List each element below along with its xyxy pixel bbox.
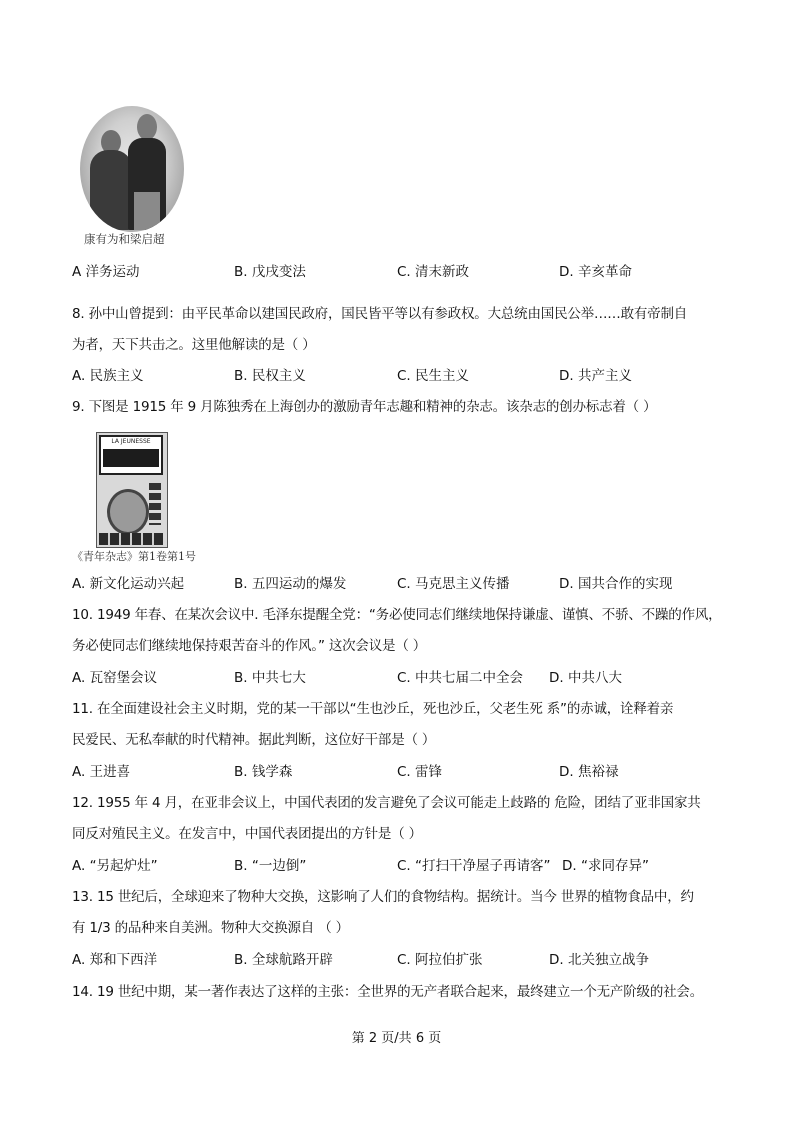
option-c[interactable]: C. “打扫干净屋子再请客” xyxy=(397,858,551,874)
kang-liang-photo xyxy=(80,106,184,232)
option-c[interactable]: C. 雷锋 xyxy=(397,764,443,780)
magazine-cover-image xyxy=(96,432,168,548)
option-c[interactable]: C. 民生主义 xyxy=(397,368,470,384)
q11-stem-line-1: 11. 在全面建设社会主义时期，党的某一干部以“生也沙丘，死也沙丘，父老生死 系”的赤诚，诠释着亲 xyxy=(72,701,674,717)
option-c[interactable]: C. 中共七届二中全会 xyxy=(397,670,524,686)
option-d[interactable]: D. 辛亥革命 xyxy=(559,264,632,280)
seated-person xyxy=(90,150,132,230)
option-b[interactable]: B. “一边倒” xyxy=(234,858,307,874)
q7-options xyxy=(72,263,732,281)
option-d[interactable]: D. 北关独立战争 xyxy=(549,952,649,968)
q9-options xyxy=(72,575,732,593)
cover-portrait xyxy=(107,489,149,535)
page-number: 第 2 页/共 6 页 xyxy=(351,1031,442,1046)
option-a[interactable]: A. 新文化运动兴起 xyxy=(72,576,185,592)
option-b[interactable]: B. 中共七大 xyxy=(234,670,306,686)
q10-stem-line-2: 务必使同志们继续地保持艰苦奋斗的作风。” 这次会议是（ ） xyxy=(72,638,427,654)
option-a[interactable]: A. 瓦窑堡会议 xyxy=(72,670,158,686)
cover-title: LA JEUNESSE xyxy=(111,438,151,445)
cover-vertical-title xyxy=(149,483,161,525)
option-d[interactable]: D. 中共八大 xyxy=(549,670,622,686)
option-b[interactable]: B. 全球航路开辟 xyxy=(234,952,333,968)
q11-options xyxy=(72,763,732,781)
cover-header xyxy=(99,435,163,475)
option-b[interactable]: B. 戊戌变法 xyxy=(234,264,306,280)
q10-options xyxy=(72,669,732,687)
option-a[interactable]: A. “另起炉灶” xyxy=(72,858,158,874)
q13-stem-line-2: 有 1/3 的品种来自美洲。物种大交换源自 （ ） xyxy=(72,920,349,936)
q8-stem-line-2: 为者，天下共击之。这里他解读的是（ ） xyxy=(72,337,316,353)
option-d[interactable]: D. 焦裕禄 xyxy=(559,764,619,780)
q12-stem-line-1: 12. 1955 年 4 月，在亚非会议上，中国代表团的发言避免了会议可能走上歧路的 危险，团结了亚非国家共 xyxy=(72,795,701,811)
q8-stem-line-1: 8. 孙中山曾提到：由平民革命以建国民政府，国民皆平等以有参政权。大总统由国民公举……敢有帝制自 xyxy=(72,306,688,322)
q13-stem-line-1: 13. 15 世纪后，全球迎来了物种大交换，这影响了人们的食物结构。据统计。当今 世界的植物食品中，约 xyxy=(72,889,694,905)
standing-person-legs xyxy=(134,192,160,230)
q14-stem-line-1: 14. 19 世纪中期，某一著作表达了这样的主张：全世界的无产者联合起来，最终建立一个无产阶级的社会。 xyxy=(72,984,704,1000)
option-a[interactable]: A 洋务运动 xyxy=(72,264,140,280)
option-b[interactable]: B. 钱学森 xyxy=(234,764,293,780)
option-a[interactable]: A. 郑和下西洋 xyxy=(72,952,158,968)
option-b[interactable]: B. 民权主义 xyxy=(234,368,306,384)
q9-stem-line-1: 9. 下图是 1915 年 9 月陈独秀在上海创办的激励青年志趣和精神的杂志。该杂志的创办标志着（ ） xyxy=(72,399,657,415)
option-d[interactable]: D. 共产主义 xyxy=(559,368,632,384)
q8-options xyxy=(72,367,732,385)
option-c[interactable]: C. 马克思主义传播 xyxy=(397,576,510,592)
q11-stem-line-2: 民爱民、无私奉献的时代精神。据此判断，这位好干部是（ ） xyxy=(72,732,436,748)
option-c[interactable]: C. 阿拉伯扩张 xyxy=(397,952,483,968)
option-a[interactable]: A. 民族主义 xyxy=(72,368,144,384)
option-a[interactable]: A. 王进喜 xyxy=(72,764,131,780)
q10-stem-line-1: 10. 1949 年春、在某次会议中. 毛泽东提醒全党：“务必使同志们继续地保持谦虚、谨慎、不骄、不躁的作风， xyxy=(72,607,722,623)
q12-options xyxy=(72,857,732,875)
q12-stem-line-2: 同反对殖民主义。在发言中，中国代表团提出的方针是（ ） xyxy=(72,826,422,842)
option-b[interactable]: B. 五四运动的爆发 xyxy=(234,576,347,592)
option-d[interactable]: D. “求同存异” xyxy=(562,858,649,874)
cover-band xyxy=(103,449,159,467)
option-c[interactable]: C. 清末新政 xyxy=(397,264,470,280)
option-d[interactable]: D. 国共合作的实现 xyxy=(559,576,673,592)
q13-options xyxy=(72,951,732,969)
person-head xyxy=(137,114,157,140)
cover-footer-band xyxy=(99,533,163,545)
photo-caption: 康有为和梁启超 xyxy=(84,232,165,246)
magazine-caption: 《青年杂志》第1卷第1号 xyxy=(72,550,196,563)
